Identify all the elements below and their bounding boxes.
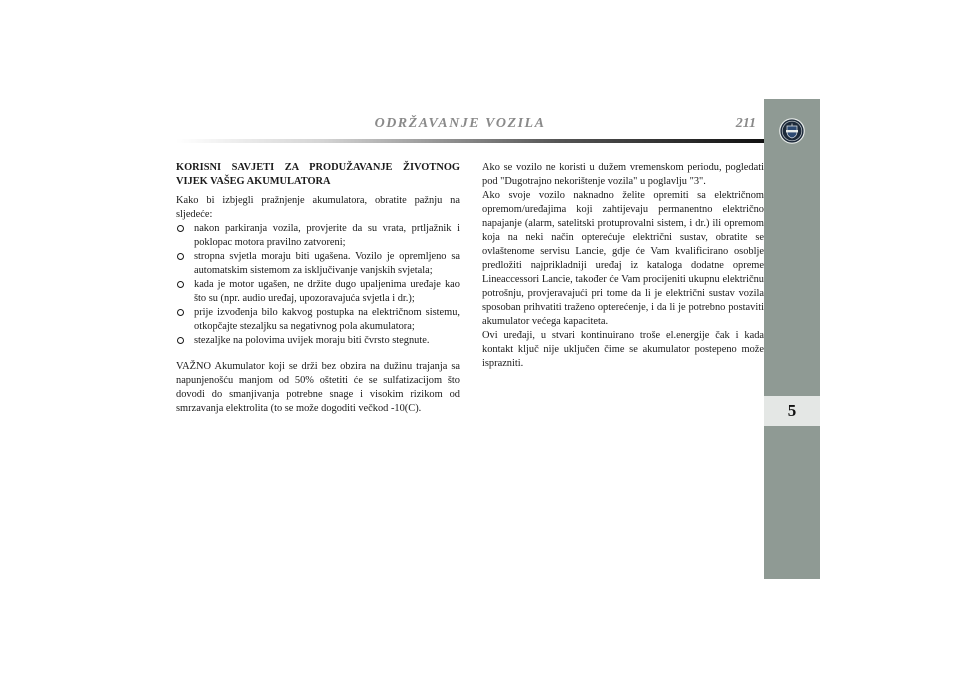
list-item (176, 334, 460, 348)
list-item (176, 222, 460, 250)
list-item-text: nakon parkiranja vozila, provjerite da su vrata, prtljažnik i poklopac motora pravilno zatvoreni; (194, 223, 460, 248)
chapter-side-tab (764, 99, 820, 579)
bullet-circle-icon (177, 253, 184, 260)
bullet-circle-icon (177, 225, 184, 232)
storage-paragraph: Ako se vozilo ne koristi u dužem vremenskom periodu, pogledati pod "Dugotrajno nekorištenje vozila" u poglavlju "3". (482, 162, 764, 187)
chapter-title: ODRŽAVANJE VOZILA (374, 116, 546, 131)
chapter-number: 5 (764, 396, 820, 426)
tips-list (176, 222, 460, 348)
consumption-paragraph: Ovi uređaji, u stvari kontinuirano troše el.energije čak i kada kontakt ključ nije uključen čime se akumulator postepeno može isprazniti. (482, 330, 764, 369)
bullet-circle-icon (177, 337, 184, 344)
bullet-circle-icon (177, 309, 184, 316)
lancia-shield-logo-icon (779, 118, 805, 144)
list-item-text: stezaljke na polovima uvijek moraju biti čvrsto stegnute. (194, 335, 430, 346)
left-column (176, 161, 460, 416)
accessories-paragraph: Ako svoje vozilo naknadno želite opremiti sa električnom opremom/uređajima koji zahtijevaju permanentno električno napajanje (alarm, satelitski protuprovalni sistem, i dr.) ili opremom koja na neki način opterećuje električni sustav, obratite se ovlaštenome servisu Lancie, gdje će Vam kvalificirano osoblje predložiti najprikladniji uređaj iz kataloga dodatne opreme Lineaccessori Lancie, također će Vam procijeniti ukupnu električnu potrošnju, provjeravajući pri tome da li je električni sustav vozila sposoban prihvatiti traženo opterećenje, i da li je potrebno postaviti akumulator većega kapaciteta. (482, 190, 764, 327)
intro-paragraph: Kako bi izbjegli pražnjenje akumulatora, obratite pažnju na sljedeće: (176, 195, 460, 220)
header-rule (176, 139, 764, 143)
bullet-circle-icon (177, 281, 184, 288)
list-item (176, 278, 460, 306)
list-item (176, 250, 460, 278)
list-item (176, 306, 460, 334)
page-number: 211 (735, 116, 756, 131)
spacer (176, 348, 460, 360)
section-heading: KORISNI SAVJETI ZA PRODUŽAVANJE ŽIVOTNOG VIJEK VAŠEG AKUMULATORA (176, 162, 460, 187)
warning-paragraph: VAŽNO Akumulator koji se drži bez obzira na dužinu trajanja sa napunjenošću manjom od 50% oštetiti će se sulfatizacijom što dovodi do smanjivanja potrebne snage i visokim rizikom od smrzavanja elektrolita (to se može dogoditi večkod -10(C). (176, 361, 460, 414)
list-item-text: prije izvođenja bilo kakvog postupka na električnom sistemu, otkopčajte stezaljku sa negativnog pola akumulatora; (194, 307, 460, 332)
list-item-text: stropna svjetla moraju biti ugašena. Vozilo je opremljeno sa automatskim sistemom za isključivanje vanjskih svjetala; (194, 251, 460, 276)
list-item-text: kada je motor ugašen, ne držite dugo upaljenima uređaje kao što su (npr. audio uređaj, upozoravajuća svjetla i dr.); (194, 279, 460, 304)
right-column (482, 161, 764, 371)
